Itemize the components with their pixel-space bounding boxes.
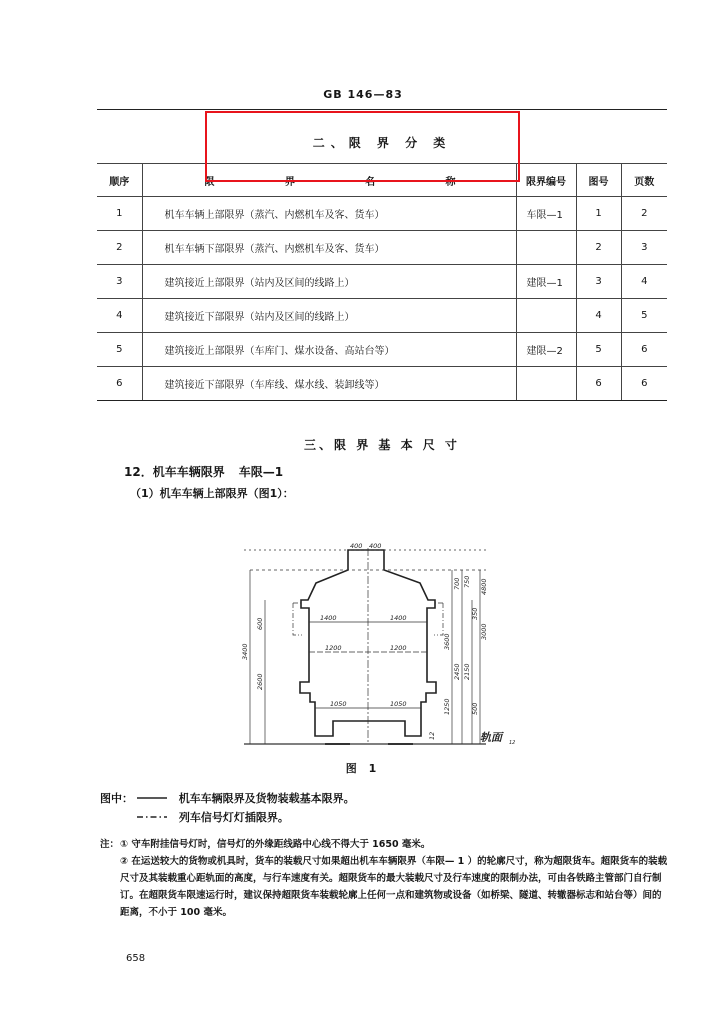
dimension-labels [241, 542, 515, 746]
cell-name: 机车车辆下部限界（蒸汽、内燃机车及客、货车） [142, 231, 516, 265]
classification-table [97, 163, 667, 401]
cell-name: 建筑接近上部限界（站内及区间的线路上） [142, 265, 516, 299]
notes [100, 836, 670, 921]
dim-label: 3400 [241, 643, 249, 660]
dashdot-line-symbol [137, 811, 175, 824]
cell-page: 3 [621, 231, 667, 265]
cell-code: 建限—1 [516, 265, 576, 299]
dim-label: 600 [256, 617, 264, 630]
cell-figure: 4 [576, 299, 621, 333]
rail-label: 轨面 [480, 731, 502, 744]
legend-solid-text: 机车车辆限界及货物装载基本限界。 [178, 792, 355, 805]
dim-label: 12 [428, 731, 436, 740]
dim-label: 2600 [256, 673, 264, 690]
dim-label: 3000 [480, 623, 488, 640]
cell-figure: 2 [576, 231, 621, 265]
notes-label: 注： [100, 839, 120, 850]
cell-page: 5 [621, 299, 667, 333]
header-code: 限界编号 [516, 164, 576, 197]
cell-no: 1 [97, 197, 142, 231]
legend-dashdot-text: 列车信号灯灯插限界。 [178, 811, 289, 824]
cell-figure: 5 [576, 333, 621, 367]
cell-name: 建筑接近下部限界（站内及区间的线路上） [142, 299, 516, 333]
cell-page: 6 [621, 333, 667, 367]
dim-label: 1050 [390, 700, 407, 708]
figure-1-gauge-drawing [230, 540, 530, 752]
figure-caption: 图 1 [345, 762, 381, 775]
legend-solid [100, 790, 355, 806]
dim-label: 400 [350, 542, 363, 550]
legend-label: 图中： [100, 792, 133, 805]
dim-label: 4800 [480, 578, 488, 595]
table-row [97, 231, 667, 265]
cell-no: 3 [97, 265, 142, 299]
cell-figure: 6 [576, 367, 621, 401]
dim-label: 2150 [463, 663, 471, 680]
dim-label: 2450 [453, 663, 461, 680]
table-row [97, 333, 667, 367]
item12-title: 12．机车车辆限界 [124, 465, 225, 479]
table-row [97, 299, 667, 333]
solid-line-symbol [137, 792, 175, 805]
cell-code: 建限—2 [516, 333, 576, 367]
cell-name: 建筑接近下部限界（车库线、煤水线、装卸线等） [142, 367, 516, 401]
cell-code [516, 299, 576, 333]
legend-dashdot [137, 809, 289, 825]
header-page: 页数 [621, 164, 667, 197]
cell-no: 5 [97, 333, 142, 367]
cell-code [516, 367, 576, 401]
cell-page: 4 [621, 265, 667, 299]
note-item: ② 在运送较大的货物或机具时，货车的装载尺寸如果超出机车车辆限界（车限— 1 ）的轮廓尺寸，称为超限货车。超限货车的装载尺寸及其装载重心距轨面的高度，与行车速度有关。超限货车的最大装载尺寸及行车速度的限制办法，可由各铁路主管部门自行制订。在超限货车限速运行时，建议保持超限货车装载轮廓上任何一点和建筑物或设备（如桥梁、隧道、转辙器标志和站台等）间的距离，不小于 100 毫米。 [120, 856, 668, 918]
cell-no: 2 [97, 231, 142, 265]
standard-code-header: GB 146—83 [323, 88, 403, 101]
dim-label: 1200 [325, 644, 342, 652]
dim-label: 1250 [443, 698, 451, 715]
header-name-char: 名 [365, 176, 376, 188]
table-row [97, 265, 667, 299]
dim-label: 1050 [330, 700, 347, 708]
dim-label: 700 [453, 577, 461, 590]
header-name-char: 界 [284, 176, 295, 188]
dim-label: 500 [471, 702, 479, 715]
note-item: ① 守车附挂信号灯时，信号灯的外缘距线路中心线不得大于 1650 毫米。 [120, 839, 431, 850]
highlight-box [205, 111, 520, 182]
header-order: 顺序 [97, 164, 142, 197]
item12-code: 车限—1 [238, 465, 284, 479]
cell-code: 车限—1 [516, 197, 576, 231]
cell-figure: 1 [576, 197, 621, 231]
cell-name: 机车车辆上部限界（蒸汽、内燃机车及客、货车） [142, 197, 516, 231]
section3-title: 三、限 界 基 本 尺 寸 [304, 438, 460, 452]
table-row [97, 197, 667, 231]
dim-label: 350 [471, 607, 479, 620]
dim-label: 1400 [320, 614, 337, 622]
table-row [97, 367, 667, 401]
top-rule [97, 109, 667, 110]
dim-label: 1200 [390, 644, 407, 652]
dim-label: 1400 [390, 614, 407, 622]
dim-label: 3600 [443, 633, 451, 650]
cell-code [516, 231, 576, 265]
header-name-char: 限 [204, 176, 215, 188]
subsection-1: （1）机车车辆上部限界（图1）： [130, 487, 294, 500]
rail-label-sub: 12 [509, 740, 516, 746]
cell-name: 建筑接近上部限界（车库门、煤水设备、高站台等） [142, 333, 516, 367]
header-figure: 图号 [576, 164, 621, 197]
header-name-char: 称 [445, 176, 456, 188]
item12-heading [124, 463, 283, 480]
cell-figure: 3 [576, 265, 621, 299]
cell-page: 2 [621, 197, 667, 231]
dim-label: 400 [369, 542, 382, 550]
page-number: 658 [126, 953, 146, 964]
cell-no: 6 [97, 367, 142, 401]
cell-page: 6 [621, 367, 667, 401]
dim-label: 750 [463, 575, 471, 588]
section2-title: 二、限 界 分 类 [312, 136, 452, 150]
cell-no: 4 [97, 299, 142, 333]
